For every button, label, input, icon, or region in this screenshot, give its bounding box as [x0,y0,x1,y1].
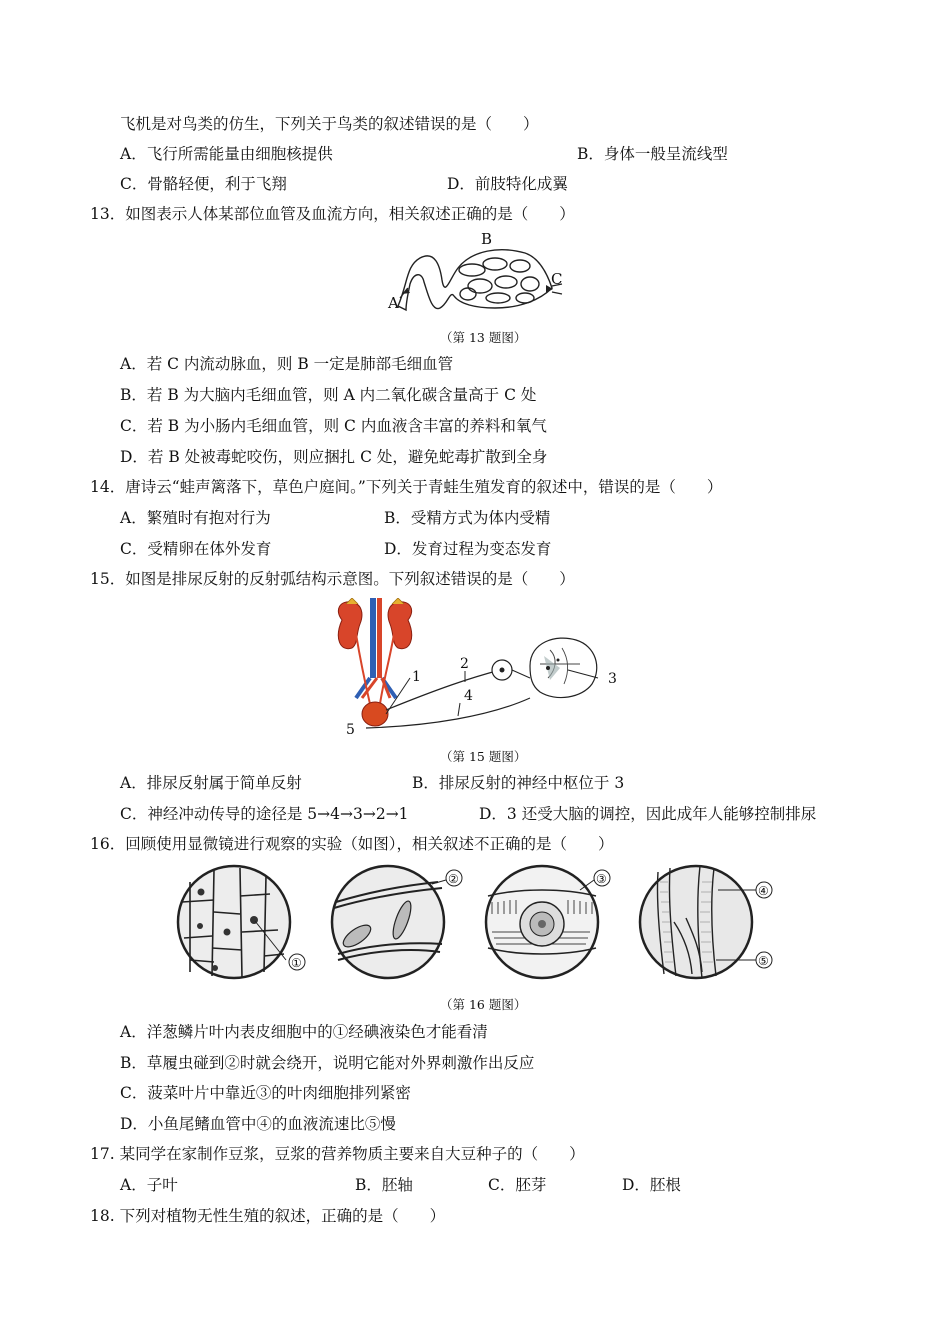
q16-stem: 16．回顾使用显微镜进行观察的实验（如图），相关叙述不正确的是（ ） [90,835,614,853]
q17-option-c: C．胚芽 [488,1176,547,1194]
q13-figure-caption: （第 13 题图） [440,330,527,345]
q13-label-b: B [481,230,493,248]
q13-option-c: C．若 B 为小肠内毛细血管，则 C 内血液含丰富的养料和氧气 [120,417,547,435]
q15-option-b: B．排尿反射的神经中枢位于 3 [412,774,625,792]
q17-option-b: B．胚轴 [355,1176,413,1194]
q17-stem: 17. 某同学在家制作豆浆，豆浆的营养物质主要来自大豆种子的（ ） [90,1145,585,1163]
q16-option-d: D．小鱼尾鳍血管中④的血液流速比⑤慢 [120,1115,396,1133]
q12-stem: 飞机是对鸟类的仿生，下列关于鸟类的叙述错误的是（ ） [120,115,539,133]
q18-stem: 18. 下列对植物无性生殖的叙述，正确的是（ ） [90,1207,446,1225]
q15-label-1: 1 [412,669,421,685]
q15-stem: 15．如图是排尿反射的反射弧结构示意图。下列叙述错误的是（ ） [90,570,575,588]
q14-option-b: B．受精方式为体内受精 [384,509,551,527]
q16-label-5: ⑤ [758,954,769,968]
q12-option-b: B．身体一般呈流线型 [577,145,728,163]
q15-label-5: 5 [346,722,355,738]
q14-option-d: D．发育过程为变态发育 [384,540,552,558]
q13-option-d: D．若 B 处被毒蛇咬伤，则应捆扎 C 处，避免蛇毒扩散到全身 [120,448,548,466]
q16-label-4: ④ [758,884,769,898]
q16-label-2: ② [448,872,459,886]
q12-option-d: D．前肢特化成翼 [447,175,568,193]
q15-label-4: 4 [464,688,473,704]
q15-label-3: 3 [608,671,617,687]
q15-figure-caption: （第 15 题图） [440,749,527,764]
q17-option-d: D．胚根 [622,1176,681,1194]
q16-view-onion-cells [178,866,305,978]
q16-label-1: ① [291,956,302,970]
q17-option-a: A．子叶 [120,1176,178,1194]
q12-option-a: A．飞行所需能量由细胞核提供 [120,145,333,163]
q16-view-paramecium [332,866,462,978]
q13-blood-vessel-figure [380,228,570,318]
q15-option-a: A．排尿反射属于简单反射 [120,774,302,792]
q13-label-a: A [388,294,399,312]
q14-stem: 14．唐诗云“蛙声篱落下，草色户庭间。”下列关于青蛙生殖发育的叙述中，错误的是（ ） [90,478,723,496]
q13-option-b: B．若 B 为大脑内毛细血管，则 A 内二氧化碳含量高于 C 处 [120,386,537,404]
q15-option-c: C．神经冲动传导的途径是 5→4→3→2→1 [120,805,409,823]
q14-option-c: C．受精卵在体外发育 [120,540,272,558]
q13-option-a: A．若 C 内流动脉血，则 B 一定是肺部毛细血管 [120,355,454,373]
q15-reflex-arc-figure [330,598,630,740]
q16-option-b: B．草履虫碰到②时就会绕开，说明它能对外界刺激作出反应 [120,1054,535,1072]
q16-view-leaf-section [486,866,610,978]
q16-view-fish-tail-vessels [640,866,772,978]
q16-option-a: A．洋葱鳞片叶内表皮细胞中的①经碘液染色才能看清 [120,1023,488,1041]
q16-option-c: C．菠菜叶片中靠近③的叶肉细胞排列紧密 [120,1084,411,1102]
q15-label-2: 2 [460,656,469,672]
q12-option-c: C．骨骼轻便，利于飞翔 [120,175,287,193]
q15-option-d: D．3 还受大脑的调控，因此成年人能够控制排尿 [479,805,817,823]
q13-stem: 13．如图表示人体某部位血管及血流方向，相关叙述正确的是（ ） [90,205,575,223]
q16-label-3: ③ [596,872,607,886]
q16-microscope-figures [170,862,780,988]
q14-option-a: A．繁殖时有抱对行为 [120,509,271,527]
q16-figure-caption: （第 16 题图） [440,997,527,1012]
q13-label-c: C [551,270,563,288]
